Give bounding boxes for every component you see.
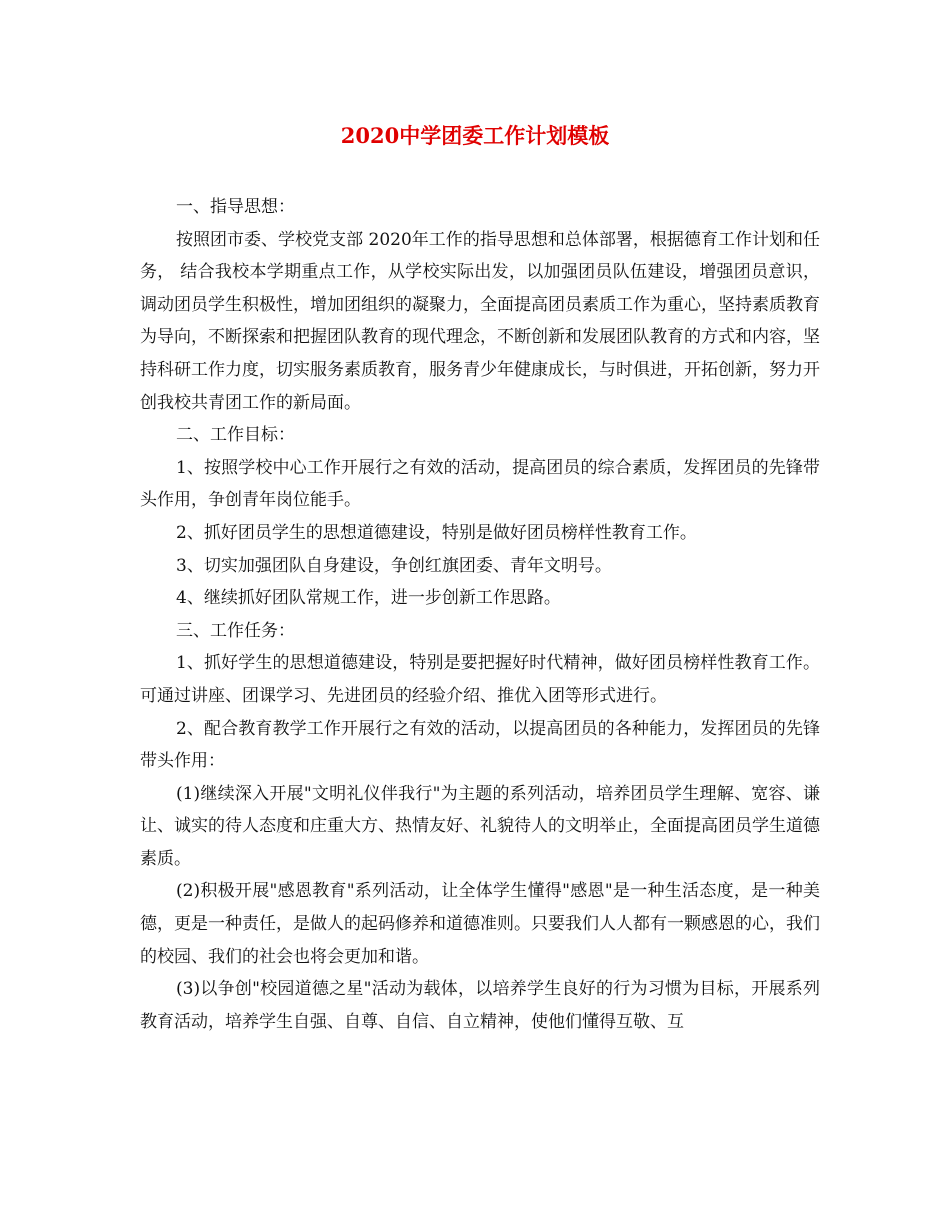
section-heading-guiding-ideology: 一、指导思想：	[176, 197, 295, 217]
task-subitem-1: (1)继续深入开展"文明礼仪伴我行"为主题的系列活动，培养团员学生理解、宽容、谦让、诚实的待人态度和庄重大方、热情友好、礼貌待人的文明举止，全面提高团员学生道德素质。	[140, 783, 820, 869]
task-item-1: 1、抓好学生的思想道德建设，特别是要把握好时代精神，做好团员榜样性教育工作。可通过讲座、团课学习、先进团员的经验介绍、推优入团等形式进行。	[140, 653, 820, 706]
task-subitem-2: (2)积极开展"感恩教育"系列活动，让全体学生懂得"感恩"是一种生活态度，是一种美德，更是一种责任，是做人的起码修养和道德准则。只要我们人人都有一颗感恩的心，我们的校园、我们的社会也将会更加和谐。	[140, 881, 820, 967]
document-title: 2020中学团委工作计划模板	[340, 123, 610, 148]
task-item-2: 2、配合教育教学工作开展行之有效的活动，以提高团员的各种能力，发挥团员的先锋带头作用：	[140, 718, 820, 772]
section-heading-work-tasks: 三、工作任务：	[176, 620, 295, 641]
goal-item-1: 1、按照学校中心工作开展行之有效的活动，提高团员的综合素质，发挥团员的先锋带头作用，争创青年岗位能手。	[140, 457, 820, 511]
paragraph-guiding-ideology: 按照团市委、学校党支部 2020年工作的指导思想和总体部署，根据德育工作计划和任务， 结合我校本学期重点工作，从学校实际出发，以加强团员队伍建设，增强团员意识，调动团员学生积极性，增加团组织的凝聚力，全面提高团员素质工作为重心，坚持素质教育为导向，不断探索和把握团队教育的现代理念，不断创新和发展团队教育的方式和内容，坚持科研工作力度，切实服务素质教育，服务青少年健康成长，与时俱进，开拓创新，努力开创我校共青团工作的新局面。	[140, 229, 820, 413]
task-subitem-3: (3)以争创"校园道德之星"活动为载体，以培养学生良好的行为习惯为目标，开展系列教育活动，培养学生自强、自尊、自信、自立精神，使他们懂得互敬、互	[140, 979, 820, 1032]
goal-item-4: 4、继续抓好团队常规工作，进一步创新工作思路。	[176, 588, 561, 609]
section-heading-work-goals: 二、工作目标：	[176, 425, 295, 446]
document-body	[140, 191, 820, 1038]
goal-item-3: 3、切实加强团队自身建设，争创红旗团委、青年文明号。	[176, 555, 612, 576]
goal-item-2: 2、抓好团员学生的思想道德建设，特别是做好团员榜样性教育工作。	[176, 522, 697, 543]
